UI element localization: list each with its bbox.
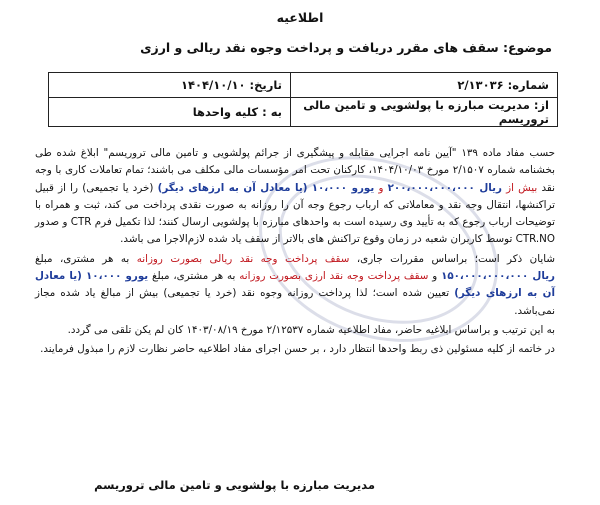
page-title: اطلاعیه — [276, 10, 324, 25]
letter-date: تاریخ: ۱۴۰۴/۱۰/۱۰ — [49, 73, 291, 98]
amount-euro: ۱۰،۰۰۰ یورو — [311, 181, 375, 194]
body-text — [35, 145, 555, 361]
paragraph-1: حسب مفاد ماده ۱۳۹ "آیین نامه اجرایی مقابله و پیشگیری از جرائم پولشویی و تامین مالی تروریسم" ابلاغ شده طی بخشنامه شماره ۲/۱۵۰۷ مورخ ۱۴۰۴/۱۰/۰۳، کارکنان تحت امر مؤسسات مالی مکلف می باشند؛ تمام تعاملات کاری با وجه نقد بیش از ۲۰۰،۰۰۰،۰۰۰،۰۰۰ ریال و ۱۰،۰۰۰ یورو (یا معادل آن به ارزهای دیگر) (خرد یا تجمیعی) را از قبیل تراکنشها، انتقال وجه نقد و معاملاتی که ارباب رجوع وجه آن را روزانه به صورت نقدی پرداخت می کند، ثبت و همراه با توضیحات ارباب رجوع که به تأیید وی رسیده است به واحدهای مبارزه با پولشویی ارسال کنند؛ لذا تکمیل فرم CTR و صدور CTR.NO توسط کاربران شعبه در زمان وقوع تراکنش های بالاتر از سقف یاد شده لازم‌الاجرا می باشد. — [35, 147, 555, 246]
rial-cash-limit: سقف پرداخت وجه نقد ریالی بصورت روزانه — [136, 252, 350, 265]
amount-rial: ۲۰۰،۰۰۰،۰۰۰،۰۰۰ ریال — [387, 181, 502, 194]
euro-limit-amount: ۱۰،۰۰۰ یورو — [86, 270, 149, 283]
paragraph-4: در خاتمه از کلیه مسئولین ذی ربط واحدها انتظار دارد ، بر حسن اجرای مفاد اطلاعیه حاضر نظارت لازم را مبذول فرمایند. — [40, 343, 555, 356]
emphasis-more-than: بیش از — [506, 181, 538, 194]
header-table — [48, 72, 558, 127]
paragraph-3: به این ترتیب و براساس ابلاغیه حاضر، مفاد اطلاعیه شماره ۲/۱۲۵۳۷ مورخ ۱۴۰۳/۰۸/۱۹ کان لم یکن تلقی می گردد. — [67, 323, 555, 336]
signature: مدیریت مبارزه با پولشویی و تامین مالی تروریسم — [94, 478, 375, 492]
equivalent-note: (یا معادل آن به ارزهای دیگر) — [157, 181, 308, 194]
paragraph-2: شایان ذکر است؛ براساس مقررات جاری، سقف پرداخت وجه نقد ریالی بصورت روزانه به هر مشتری، مبلغ ۱۵۰،۰۰۰،۰۰۰،۰۰۰ ریال و سقف پرداخت وجه نقد ارزی بصورت روزانه به هر مشتری، مبلغ ۱۰،۰۰۰ یورو (یا معادل آن به ارزهای دیگر) تعیین شده است؛ لذا پرداخت روزانه وجوه نقد (خرد یا تجمیعی) بیش از مبالغ یاد شده مجاز نمی‌باشد. — [35, 252, 555, 317]
letter-to: به : کلیه واحدها — [49, 98, 291, 127]
subject-line: موضوع: سقف های مقرر دریافت و پرداخت وجوه نقد ریالی و ارزی — [140, 40, 552, 55]
letter-from: از: مدیریت مبارزه با پولشویی و تامین مالی تروریسم — [291, 98, 558, 127]
currency-cash-limit: سقف پرداخت وجه نقد ارزی بصورت روزانه — [239, 270, 429, 283]
letter-number: شماره: ۲/۱۳۰۳۶ — [291, 73, 558, 98]
rial-limit-amount: ۱۵۰،۰۰۰،۰۰۰،۰۰۰ ریال — [441, 270, 555, 283]
